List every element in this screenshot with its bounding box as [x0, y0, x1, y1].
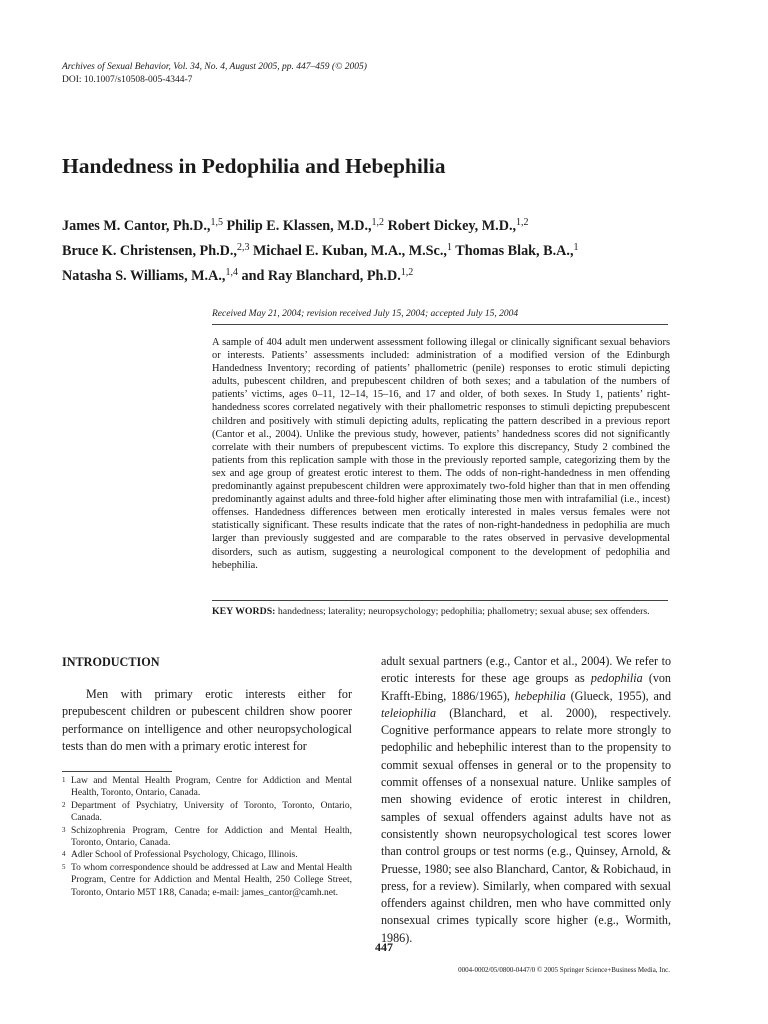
footnote-text: To whom correspondence should be addressed at Law and Mental Health Program, Centre for Addiction and Mental Health, 250 College Street, Toronto, Ontario M5T 1R8, Canada; e-mail: james_cantor@camh.net.: [71, 862, 352, 898]
footnote-mark: 1: [62, 776, 66, 784]
body-text: adult sexual partners (e.g., Cantor et al., 2004). We refer to erotic interests for these age groups as: [381, 654, 671, 686]
footnote-mark: 5: [62, 862, 66, 871]
footnote-mark: 3: [62, 825, 66, 834]
footnotes: [62, 775, 352, 899]
abstract: A sample of 404 adult men underwent assessment following illegal or clinically significant sexual behaviors or interests. Patients’ assessments included: administration of a modified version of the Edinburgh Handedness Inventory; recording of patients’ phallometric (penile) responses to erotic stimuli depicting adults, pubescent children, and prepubescent children of both sexes; and a tabulation of the numbers of patients’ victims, ages 0–11, 12–14, 15–16, and 17 and older, of both sexes. In Study 1, patients’ right-handedness scores correlated negatively with their phallometric responses to stimuli depicting prepubescent children and positively with stimuli depicting adults, replicating the pattern described in a previous report (Cantor et al., 2004). Unlike the previous study, however, patients’ handedness scores did not significantly correlate with their numbers of prepubescent victims. To explore this discrepancy, Study 2 combined the patients from this replication sample with those in the previously reported sample, categorizing them by the sex and age group of greatest erotic interest to them. The odds of non-right-handedness in men offending predominantly against prepubescent children were approximately two-fold higher than that in men offending predominantly against adults and three-fold higher after eliminating those men with intrafamilial (i.e., incest) offenses. Handedness differences between men erotically interested in males versus females were not statistically significant. These results indicate that the rates of non-right-handedness in pedophilia are much larger than previously suggested and are comparable to the rates observed in pervasive developmental disorders, such as autism, suggesting a neurological component to the development of pedophilia and hebephilia.: [212, 337, 670, 571]
journal-citation: Archives of Sexual Behavior, Vol. 34, No. 4, August 2005, pp. 447–459 (© 2005): [62, 62, 367, 72]
footnote-text: Law and Mental Health Program, Centre for Addiction and Mental Health, Toronto, Ontario, Canada.: [71, 776, 352, 799]
term-pedophilia: pedophilia: [590, 671, 643, 686]
footnote: [62, 800, 352, 825]
author-list: [62, 212, 579, 287]
author-name: Philip E. Klassen, M.D.,: [226, 218, 372, 234]
footnote-text: Schizophrenia Program, Centre for Addiction and Mental Health, Toronto, Ontario, Canada.: [71, 825, 352, 849]
doi: DOI: 10.1007/s10508-005-4344-7: [62, 75, 193, 85]
author-affiliation-mark: 1,4: [225, 267, 238, 278]
author-affiliation-mark: 1,2: [516, 217, 529, 228]
author-name: Bruce K. Christensen, Ph.D.,: [62, 243, 237, 259]
footnote: [62, 825, 352, 850]
author-line: [62, 212, 579, 237]
author-name: Michael E. Kuban, M.A., M.Sc.,: [253, 243, 447, 259]
received-dates: Received May 21, 2004; revision received July 15, 2004; accepted July 15, 2004: [212, 309, 519, 319]
author-line: [62, 262, 579, 287]
term-teleiophilia: teleiophilia: [381, 705, 437, 720]
body-text: (Blanchard, et al. 2000), respectively. Cognitive performance appears to relate more strongly to pedophilic and hebephilic interest than to the propensity to commit sexual offenses in general or to the propensity to commit offenses of a nonsexual nature. Unlike samples of men showing evidence of erotic interest in children, samples of sexual offenders against adults have not as consistently shown neuropsychological test scores lower than control groups or test norms (e.g., Quinsey, Arnold, & Pruesse, 1980; see also Blanchard, Cantor, & Robichaud, in press, for a review). Similarly, when compared with sexual offenders against children, men who have committed only nonsexual crimes typically score higher (e.g., Wormith, 1986).: [381, 705, 671, 945]
author-affiliation-mark: 1: [446, 242, 452, 253]
abstract-top-divider: [212, 324, 668, 325]
footnote-mark: 4: [62, 850, 66, 859]
footnote-mark: 2: [62, 800, 66, 809]
author-name: Robert Dickey, M.D.,: [387, 218, 517, 234]
keywords-label: KEY WORDS:: [212, 606, 276, 617]
footnote-text: Department of Psychiatry, University of Toronto, Toronto, Ontario, Canada.: [71, 800, 352, 824]
footnote-divider: [62, 771, 172, 772]
author-name: Thomas Blak, B.A.,: [455, 243, 574, 259]
footnote: [62, 775, 352, 800]
author-affiliation-mark: 1: [573, 242, 579, 253]
keywords-text: handedness; laterality; neuropsychology; pedophilia; phallometry; sexual abuse; sex offenders.: [277, 606, 650, 617]
footnote: [62, 849, 352, 861]
body-text: (Glueck, 1955), and: [565, 688, 671, 703]
author-affiliation-mark: 1,2: [400, 267, 414, 278]
author-name: James M. Cantor, Ph.D.,: [62, 218, 211, 234]
body-text: (von Krafft-Ebing, 1886/1965),: [381, 671, 671, 703]
copyright-footer: 0004-0002/05/0800-0447/0 © 2005 Springer Science+Business Media, Inc.: [458, 966, 670, 974]
intro-paragraph-left: Men with primary erotic interests either for prepubescent children or pubescent children show poorer performance on intelligence and other neuropsychological tests than do men with a primary erotic interest for: [62, 687, 352, 753]
author-name: Natasha S. Williams, M.A.,: [62, 268, 226, 284]
keywords-divider: [212, 600, 668, 601]
footnote: [62, 862, 352, 899]
author-line: [62, 237, 579, 262]
author-affiliation-mark: 1,2: [371, 217, 385, 228]
author-name: and Ray Blanchard, Ph.D.: [241, 268, 401, 284]
term-hebephilia: hebephilia: [514, 688, 566, 703]
page-number: 447: [375, 940, 393, 954]
footnote-text: Adler School of Professional Psychology, Chicago, Illinois.: [71, 850, 298, 861]
keywords: [212, 606, 682, 618]
author-affiliation-mark: 2,3: [236, 242, 250, 253]
paper-title: Handedness in Pedophilia and Hebephilia: [62, 154, 446, 178]
intro-paragraph-right: [381, 653, 671, 947]
section-heading-introduction: INTRODUCTION: [62, 655, 160, 669]
author-affiliation-mark: 1,5: [210, 217, 223, 228]
